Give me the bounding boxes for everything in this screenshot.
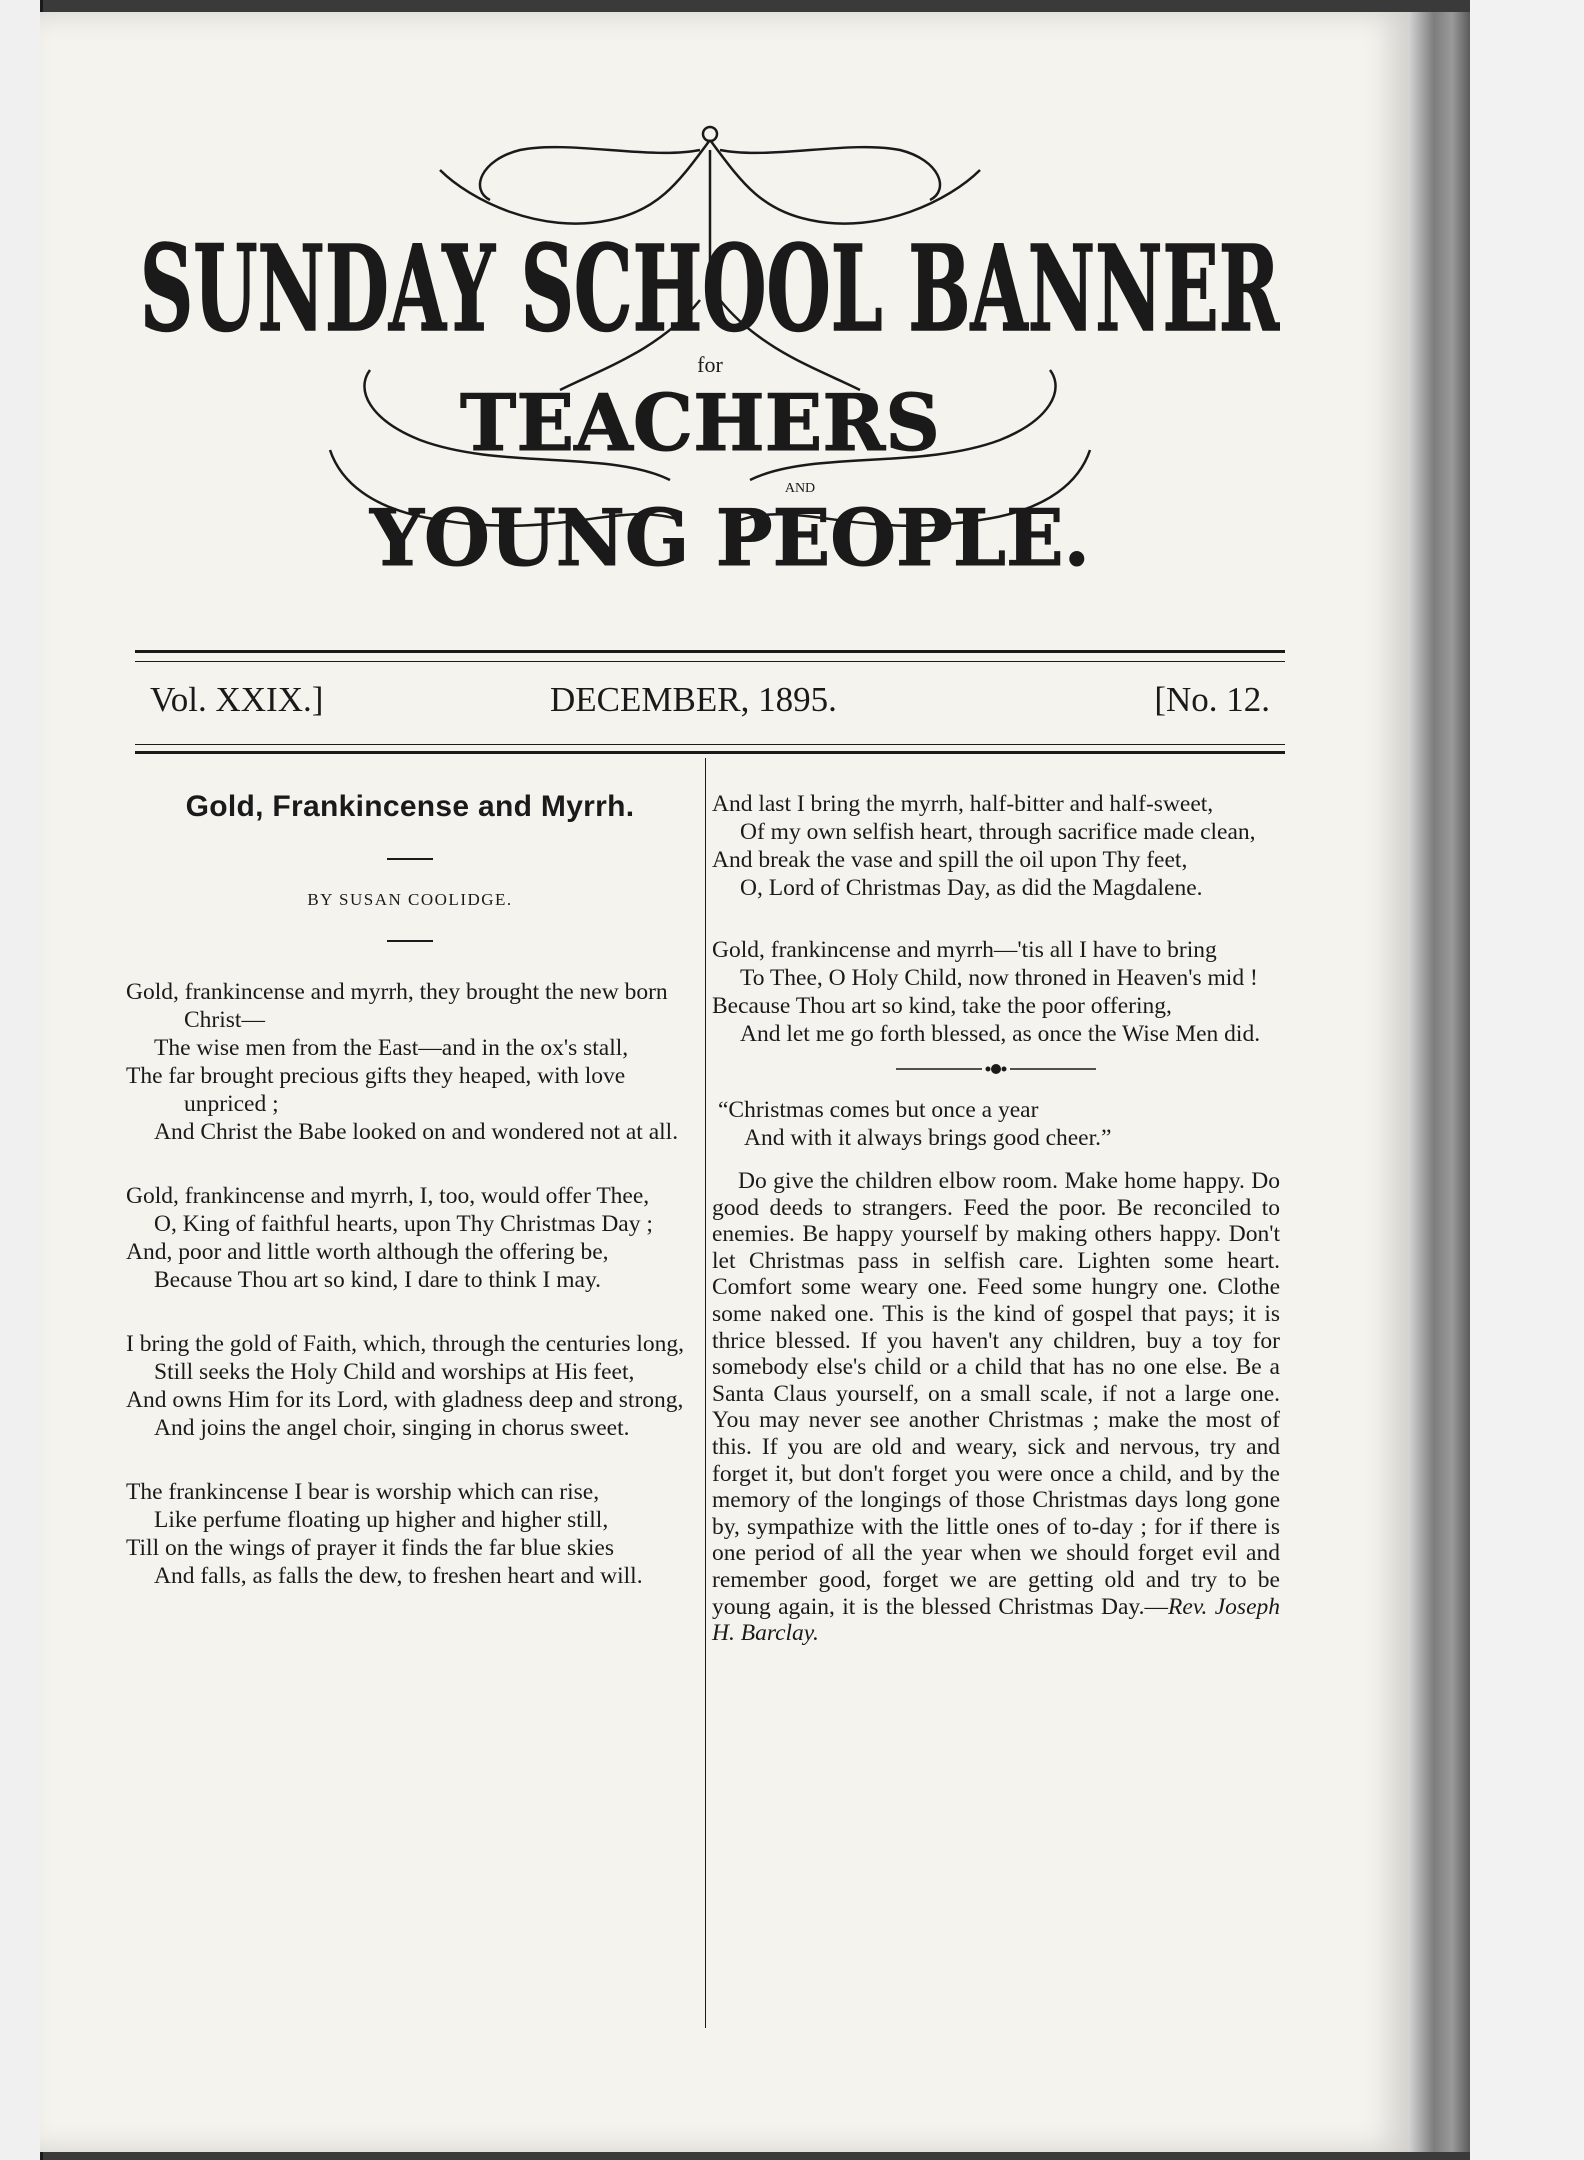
verse-line: The far brought precious gifts they heaped, with love unpriced ; xyxy=(126,1063,626,1117)
masthead-and: AND xyxy=(784,481,816,496)
left-column xyxy=(126,790,694,1590)
verse-line: Like perfume floating up higher and higher still, xyxy=(154,1507,609,1533)
masthead-title: SUNDAY SCHOOL BANNER xyxy=(140,219,1280,358)
column-divider xyxy=(705,758,706,2028)
page-stack-edge xyxy=(1410,12,1470,2152)
verse-line: Because Thou art so kind, I dare to think I may. xyxy=(154,1267,602,1293)
verse-line: Gold, frankincense and myrrh—'tis all I have to bring xyxy=(712,937,1217,963)
stanza xyxy=(712,790,1280,902)
stanza xyxy=(712,936,1280,1048)
prose-signature: Rev. Joseph H. Barclay. xyxy=(712,1593,1281,1647)
verse-line: Gold, frankincense and myrrh, they brought the new born Christ— xyxy=(126,979,668,1033)
masthead-young-people: YOUNG PEOPLE. xyxy=(369,493,1091,584)
issue-number: [No. 12. xyxy=(1154,680,1270,719)
stanza xyxy=(126,1330,694,1442)
verse-line: And owns Him for its Lord, with gladness deep and strong, xyxy=(126,1387,684,1413)
issue-rule xyxy=(135,744,1285,754)
quote-line: And with it always brings good cheer.” xyxy=(744,1125,1112,1151)
right-column xyxy=(712,790,1280,1647)
masthead-for: for xyxy=(697,352,723,377)
verse-line: And, poor and little worth although the offering be, xyxy=(126,1239,609,1265)
stanza xyxy=(126,1478,694,1590)
verse-line: O, Lord of Christmas Day, as did the Magdalene. xyxy=(740,875,1203,901)
verse-line: And break the vase and spill the oil upon Thy feet, xyxy=(712,847,1188,873)
verse-line: O, King of faithful hearts, upon Thy Christmas Day ; xyxy=(154,1211,653,1237)
quote-line: “Christmas comes but once a year xyxy=(718,1097,1039,1123)
volume-number: Vol. XXIX.] xyxy=(150,680,324,719)
verse-line: The frankincense I bear is worship which can rise, xyxy=(126,1479,600,1505)
verse-line: And Christ the Babe looked on and wondered not at all. xyxy=(154,1119,679,1145)
stanza xyxy=(126,1182,694,1294)
issue-date: DECEMBER, 1895. xyxy=(550,680,837,719)
verse-line: I bring the gold of Faith, which, through the centuries long, xyxy=(126,1331,685,1357)
verse-line: And joins the angel choir, singing in chorus sweet. xyxy=(154,1415,630,1441)
verse-line: Till on the wings of prayer it finds the far blue skies xyxy=(126,1535,614,1561)
stanza xyxy=(126,978,694,1146)
poem-byline: BY SUSAN COOLIDGE. xyxy=(307,890,513,909)
prose-text: Do give the children elbow room. Make home happy. Do good deeds to strangers. Feed the poor. Be reconciled to enemies. Be happy yourself by making others happy. Don't let Christmas pass in selfish care. Lighten some heart. Comfort some weary one. Feed some hungry one. Clothe some naked one. This is the kind of gospel that pays; it is thrice blessed. If you haven't any children, buy a toy for somebody else's child or a child that has no one else. Be a Santa Claus yourself, on a small scale, if not a large one. You may never see another Christmas ; make the most of this. If you are old and weary, sick and nervous, try and forget it, but don't forget you were once a child, and by the memory of the longings of those Christmas days long gone by, sympathize with the little ones of to-day ; for if there is one period of all the year when we should forget evil and remember good, forget we are getting old and try to be young again, it is the blessed Christmas Day.— xyxy=(712,1168,1280,1620)
verse-line: And falls, as falls the dew, to freshen heart and will. xyxy=(154,1563,643,1589)
byline-rule xyxy=(387,940,433,942)
section-ornament xyxy=(896,1062,1096,1076)
title-rule xyxy=(387,858,433,860)
masthead xyxy=(140,120,1280,640)
christmas-quote xyxy=(712,1096,1280,1152)
christmas-prose xyxy=(712,1168,1280,1647)
verse-line: To Thee, O Holy Child, now throned in Heaven's mid ! xyxy=(740,965,1258,991)
issue-line xyxy=(150,680,1270,730)
verse-line: And let me go forth blessed, as once the Wise Men did. xyxy=(740,1021,1261,1047)
verse-line: Because Thou art so kind, take the poor offering, xyxy=(712,993,1172,1019)
verse-line: Gold, frankincense and myrrh, I, too, would offer Thee, xyxy=(126,1183,650,1209)
background-margin xyxy=(1470,0,1584,2160)
verse-line: Still seeks the Holy Child and worships at His feet, xyxy=(154,1359,635,1385)
verse-line: And last I bring the myrrh, half-bitter and half-sweet, xyxy=(712,791,1214,817)
masthead-rule xyxy=(135,650,1285,662)
poem-title: Gold, Frankincense and Myrrh. xyxy=(185,790,635,823)
masthead-teachers: TEACHERS xyxy=(460,378,940,469)
verse-line: Of my own selfish heart, through sacrifice made clean, xyxy=(740,819,1256,845)
verse-line: The wise men from the East—and in the ox's stall, xyxy=(154,1035,629,1061)
masthead-artwork xyxy=(140,120,1280,640)
binding-edge xyxy=(0,0,43,2160)
